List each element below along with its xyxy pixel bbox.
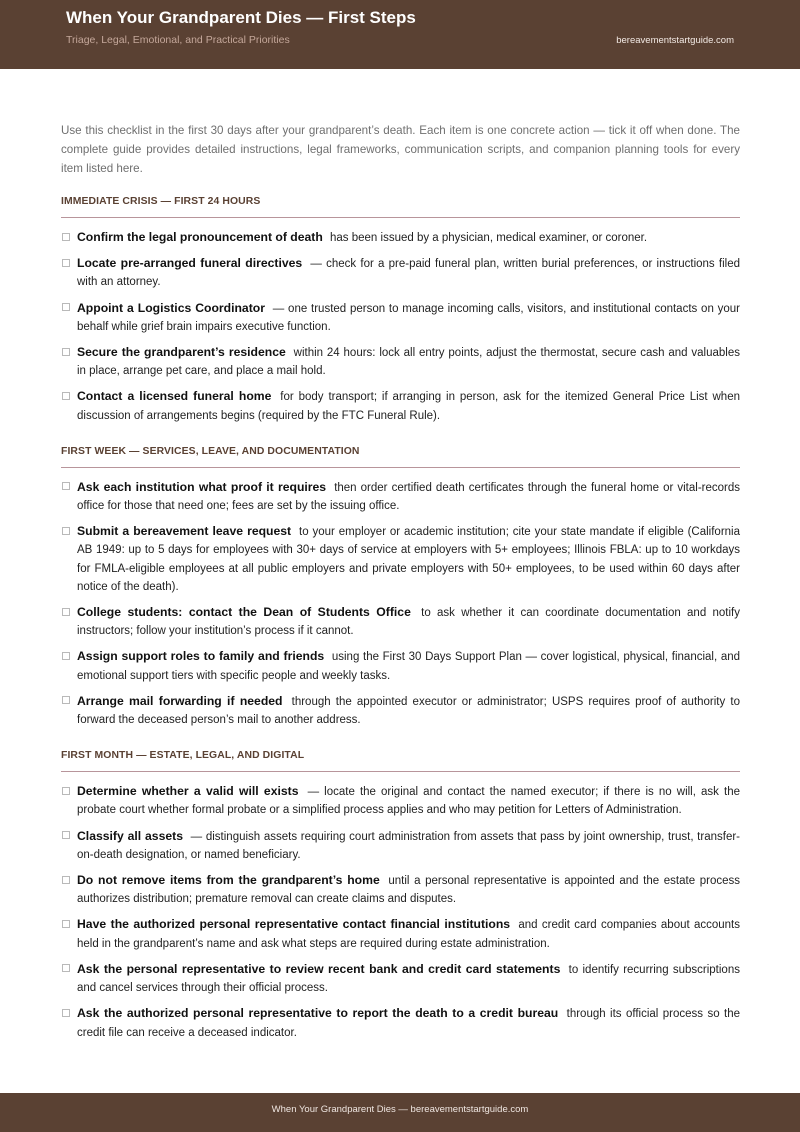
item-text: for body transport; if arranging in person, ask for the itemized General Price List when discussion of arrangements begins (required by the FTC Funeral Rule). — [77, 391, 740, 422]
item-lead: Ask the authorized personal representative to report the death to a credit bureau — [77, 1006, 559, 1021]
item-lead: Confirm the legal pronouncement of death — [77, 230, 323, 244]
checklist-item — [61, 1004, 740, 1041]
site-url: bereavementstartguide.com — [616, 35, 734, 46]
intro-paragraph: Use this checklist in the first 30 days after your grandparent’s death. Each item is one concrete action — tick it off when done. The complete guide provides detailed instructions, legal frameworks, communication scripts, and companion planning tools for every item listed here. — [61, 124, 740, 175]
checklist-item — [61, 871, 740, 908]
page-title: When Your Grandparent Dies — First Steps — [66, 8, 416, 27]
checkbox[interactable] — [62, 831, 70, 839]
checkbox[interactable] — [62, 482, 70, 490]
section-title: FIRST MONTH — ESTATE, LEGAL, AND DIGITAL — [61, 750, 740, 772]
item-lead: Secure the grandparent’s residence — [77, 345, 286, 360]
checklist-item — [61, 387, 740, 424]
checkbox[interactable] — [62, 964, 70, 972]
checklist-item — [61, 960, 740, 997]
item-lead: Arrange mail forwarding if needed — [77, 693, 283, 708]
item-text: — locate the original and contact the named executor; if there is no will, ask the probate court whether formal probate or a simplified process applies and who may petition for Letters of Administration. — [77, 786, 740, 817]
checklist-item — [61, 915, 740, 952]
item-text: within 24 hours: lock all entry points, adjust the thermostat, secure cash and valuables in place, arrange pet care, and place a mail hold. — [77, 347, 741, 378]
page-subtitle: Triage, Legal, Emotional, and Practical Priorities — [66, 34, 290, 46]
checklist — [61, 228, 740, 425]
item-lead: Ask the personal representative to review recent bank and credit card statements — [77, 961, 561, 976]
page-footer: When Your Grandparent Dies — bereavementstartguide.com — [0, 1093, 800, 1132]
item-lead: Have the authorized personal representative contact financial institutions — [77, 917, 511, 932]
item-text: to ask whether it can coordinate documentation and notify instructors; follow your institution’s process if it cannot. — [77, 607, 740, 638]
item-lead: Determine whether a valid will exists — [77, 784, 299, 799]
checkbox[interactable] — [62, 527, 70, 535]
checkbox[interactable] — [62, 608, 70, 616]
checkbox[interactable] — [62, 1009, 70, 1017]
checklist-item — [61, 603, 740, 640]
item-lead: Do not remove items from the grandparent’s home — [77, 873, 380, 888]
item-text: has been issued by a physician, medical examiner, or coroner. — [330, 232, 648, 244]
checkbox[interactable] — [62, 392, 70, 400]
checklist-item — [61, 299, 740, 336]
checkbox[interactable] — [62, 233, 70, 241]
checkbox[interactable] — [62, 920, 70, 928]
item-text: to your employer or academic institution; cite your state mandate if eligible (California AB 1949: up to 5 days for employees with 30+ days of service at employers with 5+ employees; Illinois FBLA: up to 10 workdays for FMLA-eligible employees at all public employers and private employers with 50+ employees, to be used within 60 days after notice of the death). — [77, 526, 741, 593]
checklist-item — [61, 343, 740, 380]
checklist-item — [61, 254, 740, 291]
section-first-month — [61, 750, 740, 1041]
section-title: FIRST WEEK — SERVICES, LEAVE, AND DOCUMENTATION — [61, 446, 740, 468]
checklist-item — [61, 478, 740, 515]
section-title: IMMEDIATE CRISIS — FIRST 24 HOURS — [61, 196, 740, 218]
item-text: — distinguish assets requiring court administration from assets that pass by joint ownership, trust, transfer-on-death designation, or named beneficiary. — [77, 830, 741, 861]
item-text: through the appointed executor or administrator; USPS requires proof of authority to forward the deceased person’s mail to another address. — [77, 695, 740, 727]
checklist-item — [61, 228, 740, 247]
item-lead: Ask each institution what proof it requires — [77, 479, 327, 494]
item-lead: Assign support roles to family and friends — [77, 649, 325, 664]
checkbox[interactable] — [62, 303, 70, 311]
item-lead: College students: contact the Dean of Students Office — [77, 605, 411, 620]
checkbox[interactable] — [62, 696, 70, 704]
item-text: and credit card companies about accounts held in the grandparent’s name and ask what steps are required during estate administration. — [77, 919, 741, 950]
item-lead: Appoint a Logistics Coordinator — [77, 300, 265, 315]
item-lead: Locate pre-arranged funeral directives — [77, 256, 303, 271]
checklist-item — [61, 782, 740, 819]
checklist-item — [61, 827, 740, 864]
item-text: to identify recurring subscriptions and cancel services through their official process. — [77, 963, 740, 995]
checkbox[interactable] — [62, 787, 70, 795]
item-lead: Submit a bereavement leave request — [77, 524, 292, 539]
checkbox[interactable] — [62, 259, 70, 267]
checkbox[interactable] — [62, 348, 70, 356]
checklist-item — [61, 522, 740, 596]
item-text: using the First 30 Days Support Plan — cover logistical, physical, financial, and emotional support tiers with specific people and weekly tasks. — [77, 651, 741, 682]
checkbox[interactable] — [62, 652, 70, 660]
page-header — [0, 0, 800, 69]
item-lead: Classify all assets — [77, 828, 183, 843]
checklist — [61, 782, 740, 1041]
checklist-item — [61, 692, 740, 729]
item-lead: Contact a licensed funeral home — [77, 389, 272, 404]
item-text: until a personal representative is appointed and the estate process authorizes distribution; premature removal can create claims and disputes. — [77, 875, 740, 906]
checklist-item — [61, 647, 740, 684]
checkbox[interactable] — [62, 876, 70, 884]
item-text: — check for a pre-paid funeral plan, written burial preferences, or instructions filed with an attorney. — [77, 258, 740, 289]
section-immediate-crisis — [61, 196, 740, 425]
checklist-content — [61, 121, 740, 1063]
section-first-week — [61, 446, 740, 729]
item-text: then order certified death certificates through the funeral home or vital-records office for those that need one; fees are set by the issuing office. — [77, 481, 740, 513]
item-text: through its official process so the credit file can receive a deceased indicator. — [77, 1008, 740, 1039]
item-text: — one trusted person to manage incoming calls, visitors, and institutional contacts on your behalf while grief brain impairs executive function. — [77, 302, 741, 333]
checklist — [61, 478, 740, 729]
